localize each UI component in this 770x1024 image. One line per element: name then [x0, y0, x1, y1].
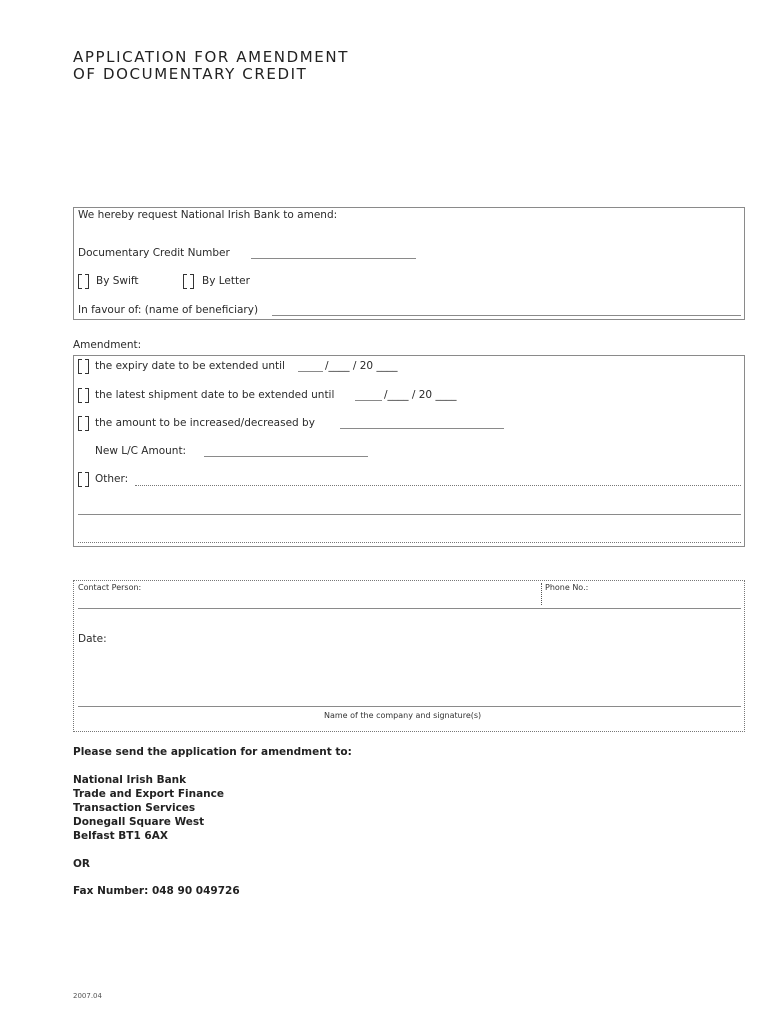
address-line: National Irish Bank	[73, 774, 187, 786]
address-line: Belfast BT1 6AX	[73, 830, 168, 842]
title-line-2: OF DOCUMENTARY CREDIT	[73, 65, 308, 83]
amount-checkbox[interactable]	[78, 416, 89, 430]
credit-number-field[interactable]	[251, 258, 416, 259]
other-field-line-2[interactable]	[78, 514, 741, 515]
new-amount-field[interactable]	[204, 456, 368, 457]
shipment-date-tail: /____ / 20 ____	[384, 389, 457, 401]
in-favour-label: In favour of: (name of beneficiary)	[78, 304, 259, 316]
shipment-day-field[interactable]	[355, 400, 382, 401]
amendment-heading: Amendment:	[73, 339, 142, 351]
expiry-day-field[interactable]	[298, 371, 323, 372]
phone-label: Phone No.:	[545, 583, 589, 592]
by-swift-label: By Swift	[96, 275, 139, 287]
by-letter-label: By Letter	[202, 275, 250, 287]
address-line: Donegall Square West	[73, 816, 205, 828]
by-letter-checkbox[interactable]	[183, 274, 194, 288]
request-intro: We hereby request National Irish Bank to amend:	[78, 209, 338, 221]
page-title	[73, 49, 349, 83]
contact-person-label: Contact Person:	[78, 583, 142, 592]
expiry-label: the expiry date to be extended until	[95, 360, 285, 372]
contact-section	[73, 580, 745, 732]
credit-number-label: Documentary Credit Number	[78, 247, 230, 259]
title-line-1: APPLICATION FOR AMENDMENT	[73, 48, 349, 66]
signature-label: Name of the company and signature(s)	[324, 711, 482, 720]
by-swift-checkbox[interactable]	[78, 274, 89, 288]
shipment-label: the latest shipment date to be extended until	[95, 389, 335, 401]
other-label: Other:	[95, 473, 129, 485]
expiry-checkbox[interactable]	[78, 359, 89, 373]
address-line: Transaction Services	[73, 802, 196, 814]
form-code: 2007.04	[73, 992, 102, 1000]
amount-field[interactable]	[340, 428, 504, 429]
send-to-heading: Please send the application for amendment to:	[73, 746, 352, 758]
amount-label: the amount to be increased/decreased by	[95, 417, 315, 429]
address-block	[73, 773, 224, 843]
new-amount-label: New L/C Amount:	[95, 445, 187, 457]
shipment-checkbox[interactable]	[78, 388, 89, 402]
fax-number: Fax Number: 048 90 049726	[73, 885, 240, 897]
other-checkbox[interactable]	[78, 472, 89, 486]
beneficiary-field[interactable]	[272, 315, 741, 316]
contact-person-field[interactable]	[78, 608, 741, 609]
or-label: OR	[73, 858, 91, 870]
other-field-line-3[interactable]	[78, 542, 741, 543]
date-label: Date:	[78, 633, 107, 645]
contact-divider	[541, 583, 542, 605]
signature-field[interactable]	[78, 706, 741, 707]
expiry-date-tail: /____ / 20 ____	[325, 360, 398, 372]
other-field-line-1[interactable]	[135, 485, 741, 486]
address-line: Trade and Export Finance	[73, 788, 224, 800]
